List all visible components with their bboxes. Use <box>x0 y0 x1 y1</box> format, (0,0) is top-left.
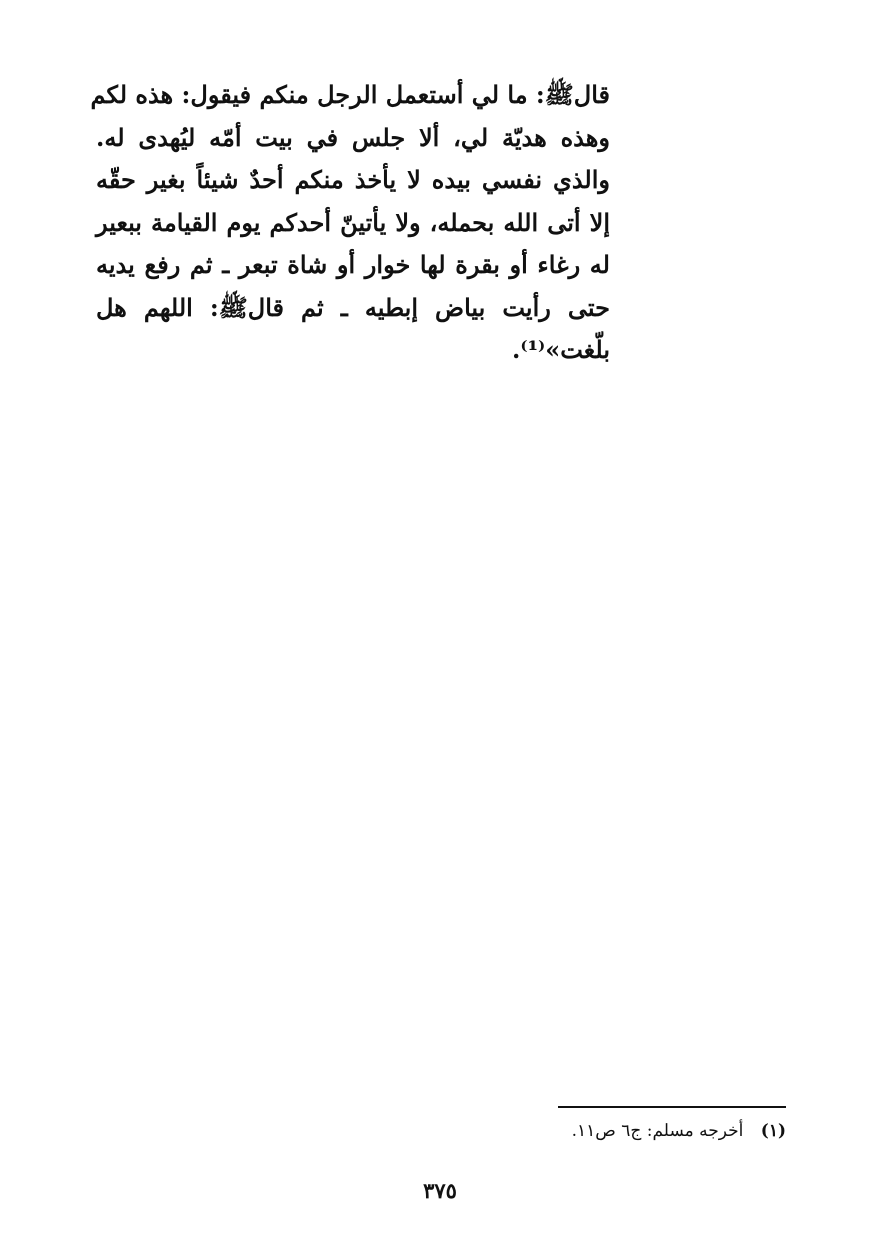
text-line-2: وهذه هديّة لي، ألا جلس في بيت أمّه ليُهدى له. <box>96 122 610 152</box>
text-line-6: حتى رأيت بياض إبطيه ـ ثم قالﷺ: اللهم هل <box>96 292 610 322</box>
text-line-7: بلّغت»⁽¹⁾. <box>512 335 610 364</box>
footnote <box>386 1118 786 1144</box>
text-line-5: له رغاء أو بقرة لها خوار أو شاة تبعر ـ ثم رفع يديه <box>96 250 610 279</box>
footnote-mark: (١) <box>760 1121 786 1141</box>
text-line-3: والذي نفسي بيده لا يأخذ منكم أحدٌ شيئاً بغير حقّه <box>96 165 610 194</box>
main-text-block <box>90 74 610 372</box>
page-number: ٣٧٥ <box>423 1178 457 1203</box>
footnote-text: أخرجه مسلم: ج٦ ص١١. <box>571 1121 744 1141</box>
footnote-separator <box>558 1106 786 1108</box>
text-line-1: قالﷺ: ما لي أستعمل الرجل منكم فيقول: هذه لكم <box>90 80 610 109</box>
text-line-4: إلا أتى الله بحمله، ولا يأتينّ أحدكم يوم القيامة ببعير <box>96 207 610 237</box>
